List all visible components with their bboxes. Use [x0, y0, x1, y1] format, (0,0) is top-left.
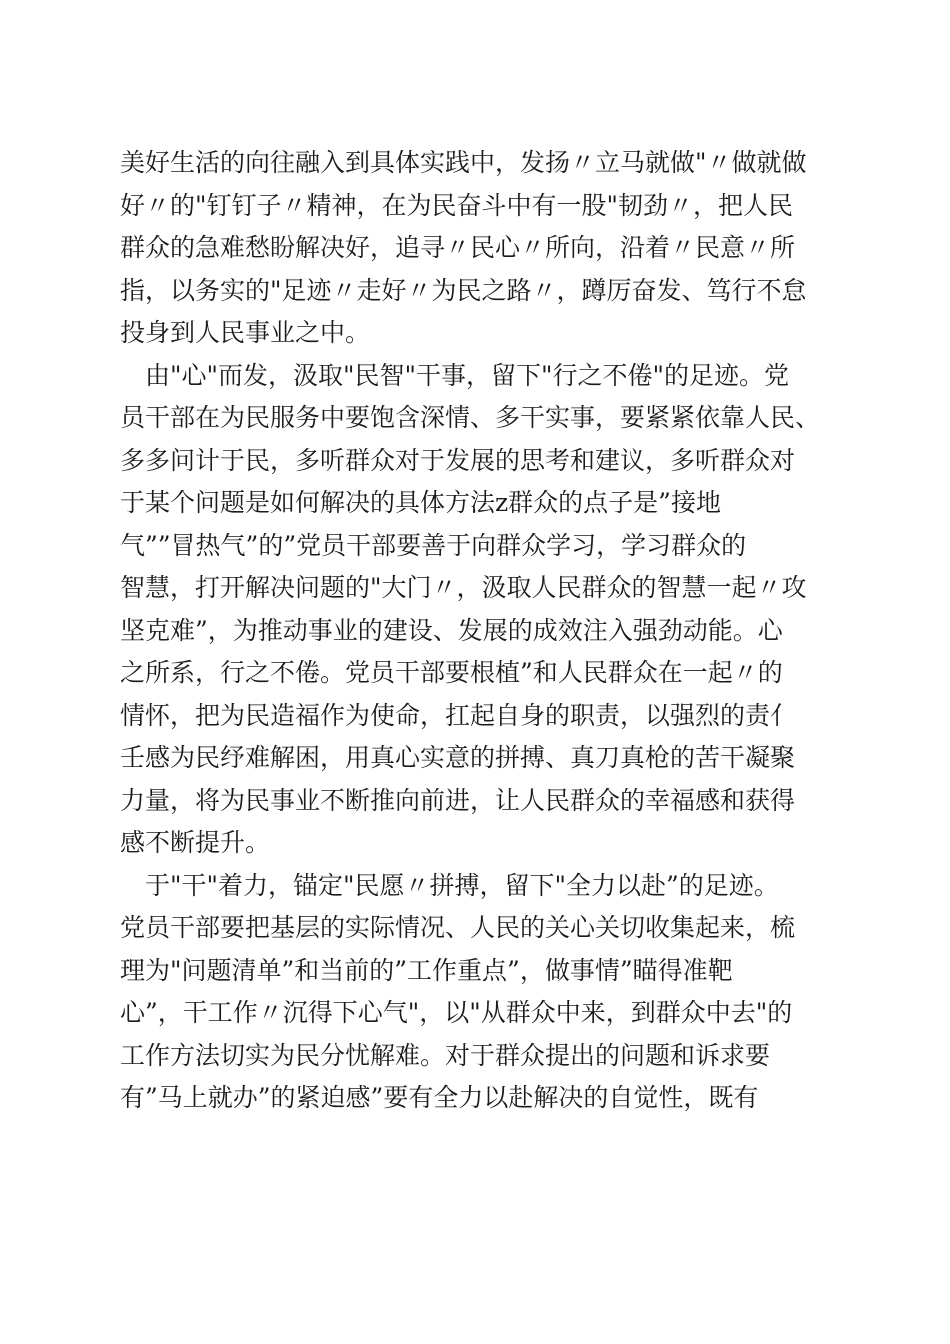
text-line: 情怀，把为民造福作为使命，扛起自身的职责，以强烈的责亻 — [120, 700, 796, 730]
body-text — [120, 142, 830, 1120]
text-line: 力量，将为民事业不断推向前进，让人民群众的幸福感和获得 — [120, 785, 796, 815]
text-line: 感不断提升。 — [120, 828, 271, 857]
paragraph-start-line: 于"干"着力，锚定"民愿〃拼搏，留下"全力以赴”的足迹。 — [120, 870, 779, 900]
text-line: 指，以务实的"足迹〃走好〃为民之路〃，蹲厉奋发、笃行不怠 — [120, 275, 807, 305]
text-line: 群众的急难愁盼解决好，追寻〃民心〃所向，沿着〃民意〃所 — [120, 233, 796, 262]
text-line: 坚克难”，为推动事业的建设、发展的成效注入强劲动能。心 — [120, 615, 783, 645]
text-line: 美好生活的向往融入到具体实践中，发扬〃立马就做"〃做就做 — [120, 148, 807, 177]
text-line: 好〃的"钉钉子〃精神，在为民奋斗中有一股"韧劲〃，把人民 — [120, 190, 794, 220]
text-line: 投身到人民事业之中。 — [120, 318, 371, 347]
text-line: 工作方法切实为民分忧解难。对于群众提出的问题和诉求要 — [120, 1040, 771, 1070]
text-line: 理为"问题清单”和当前的”工作重点”，做事情”瞄得准靶 — [120, 955, 733, 985]
text-line: 党员干部要把基层的实际情况、人民的关心关切收集起来，梳 — [120, 913, 796, 942]
text-line: 有”马上就办”的紧迫感”要有全力以赴解决的自觉性，既有 — [120, 1083, 759, 1112]
text-line: 气””冒热气”的”党员干部要善于向群众学习，学习群众的 — [120, 530, 747, 560]
text-line: 心”，干工作〃沉得下心气"，以"从群众中来，到群众中去"的 — [120, 998, 793, 1027]
text-line: 多多问计于民，多听群众对于发展的思考和建议，多听群众对 — [120, 445, 796, 475]
paragraph-start-line: 由"心"而发，汲取"民智"干事，留下"行之不倦"的足迹。党 — [120, 360, 789, 390]
text-line: 于某个问题是如何解决的具体方法z群众的点子是”接地 — [120, 488, 721, 517]
text-line: 壬感为民纾难解困，用真心实意的拼搏、真刀真枪的苦干凝聚 — [120, 743, 796, 772]
text-line: 员干部在为民服务中要饱含深情、多干实事，要紧紧依靠人民、 — [120, 403, 821, 432]
text-line: 智慧，打开解决问题的"大门〃，汲取人民群众的智慧一起〃攻 — [120, 573, 807, 602]
text-line: 之所系，行之不倦。党员干部要根植”和人民群众在一起〃的 — [120, 658, 783, 687]
